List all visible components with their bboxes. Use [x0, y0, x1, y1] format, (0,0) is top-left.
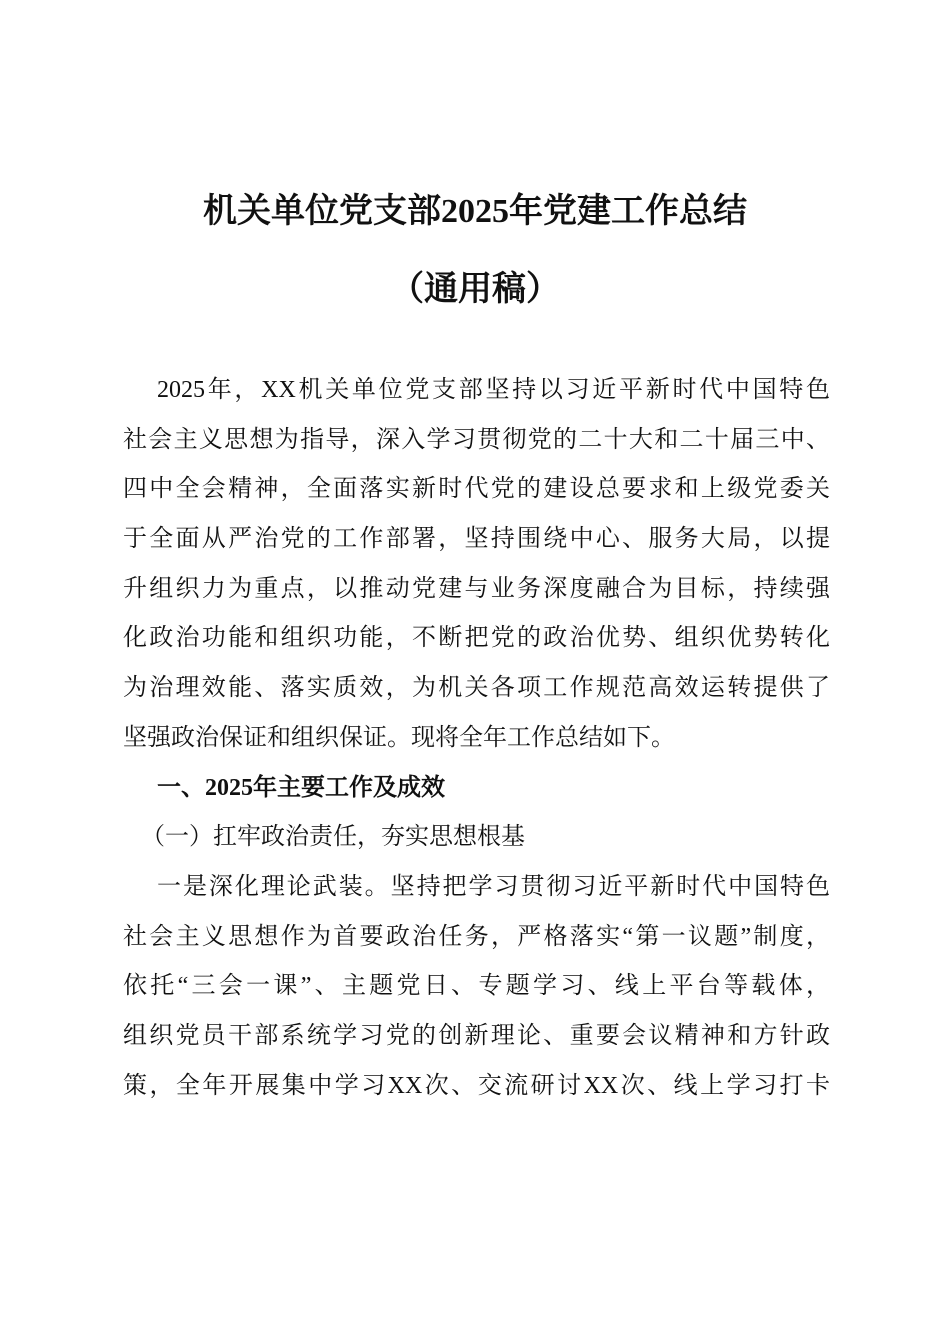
text-line: 化政治功能和组织功能，不断把党的政治优势、组织优势转化	[123, 625, 830, 652]
text-line: 社会主义思想作为首要政治任务，严格落实“第一议题”制度，	[123, 923, 830, 950]
document-body	[123, 366, 830, 1111]
text-line: 于全面从严治党的工作部署，坚持围绕中心、服务大局，以提	[123, 526, 830, 553]
text-line: 坚强政治保证和组织保证。现将全年工作总结如下。	[123, 724, 675, 751]
body-paragraph	[123, 863, 830, 1111]
subsection-heading: （一）扛牢政治责任，夯实思想根基	[141, 824, 525, 851]
text-line: 为治理效能、落实质效，为机关各项工作规范高效运转提供了	[123, 675, 830, 702]
intro-paragraph	[123, 366, 830, 764]
text-line: 升组织力为重点，以推动党建与业务深度融合为目标，持续强	[123, 575, 830, 602]
text-line: 四中全会精神，全面落实新时代党的建设总要求和上级党委关	[123, 476, 830, 503]
text-line: 策，全年开展集中学习XX次、交流研讨XX次、线上学习打卡	[123, 1072, 830, 1099]
text-line: 组织党员干部系统学习党的创新理论、重要会议精神和方针政	[123, 1022, 830, 1049]
text-line: 一是深化理论武装。坚持把学习贯彻习近平新时代中国特色	[157, 873, 830, 900]
text-line: 依托“三会一课”、主题党日、专题学习、线上平台等载体，	[123, 973, 830, 1000]
document-subtitle: （通用稿）	[390, 271, 560, 308]
section-heading: 一、2025年主要工作及成效	[157, 774, 445, 801]
text-line: 2025年，XX机关单位党支部坚持以习近平新时代中国特色	[157, 377, 830, 403]
text-line: 社会主义思想为指导，深入学习贯彻党的二十大和二十届三中、	[123, 426, 830, 453]
document-title: 机关单位党支部2025年党建工作总结	[203, 193, 747, 230]
